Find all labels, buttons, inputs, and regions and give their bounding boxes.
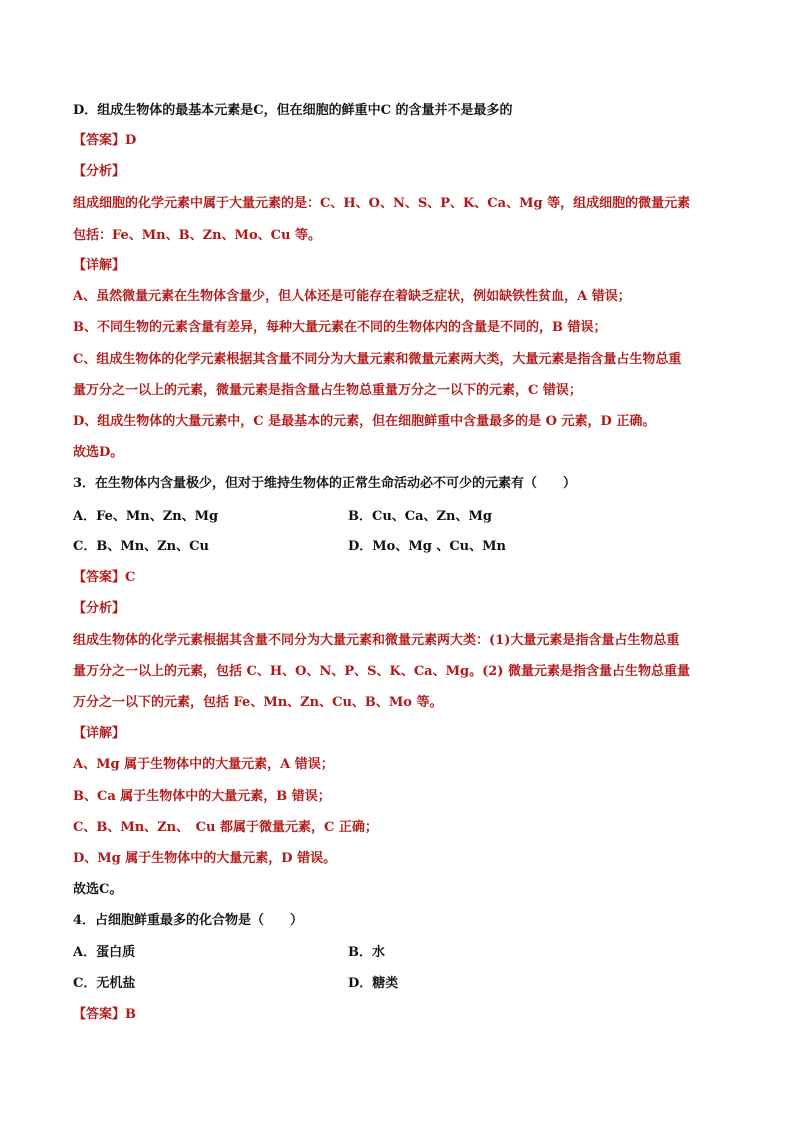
answer-label: 【答案】C (73, 570, 136, 585)
analysis-text: 万分之一以下的元素，包括 Fe、Mn、Zn、Cu、B、Mo 等。 (73, 695, 443, 710)
q4-option-d: D．糖类 (348, 976, 399, 991)
analysis-heading: 【分析】 (73, 164, 126, 179)
q4-option-a: A．蛋白质 (73, 945, 136, 960)
answer-label: 【答案】D (73, 133, 137, 148)
question-4: 4．占细胞鲜重最多的化合物是（ ） (73, 913, 304, 928)
answer-label: 【答案】B (73, 1007, 136, 1022)
analysis-heading: 【分析】 (73, 601, 126, 616)
detail-text: C、组成生物体的化学元素根据其含量不同分为大量元素和微量元素两大类，大量元素是指含量占生物总重 (73, 352, 682, 367)
detail-heading: 【详解】 (73, 726, 126, 741)
analysis-text: 量万分之一以上的元素，包括 C、H、O、N、P、S、K、Ca、Mg。(2) 微量元素是指含量占生物总重量 (73, 664, 690, 679)
analysis-text: 组成生物体的化学元素根据其含量不同分为大量元素和微量元素两大类：(1)大量元素是指含量占生物总重 (73, 633, 680, 648)
detail-text: 量万分之一以上的元素，微量元素是指含量占生物总重量万分之一以下的元素，C 错误； (73, 383, 582, 398)
detail-text: B、Ca 属于生物体中的大量元素，B 错误； (73, 789, 331, 804)
q3-option-d: D．Mo、Mg 、Cu、Mn (348, 539, 506, 554)
detail-text: A、虽然微量元素在生物体含量少，但人体还是可能存在着缺乏症状，例如缺铁性贫血，A 错误； (73, 289, 631, 304)
q3-option-c: C．B、Mn、Zn、Cu (73, 539, 209, 554)
conclusion-text: 故选D。 (73, 445, 124, 460)
analysis-text: 包括：Fe、Mn、B、Zn、Mo、Cu 等。 (73, 228, 321, 243)
detail-heading: 【详解】 (73, 258, 126, 273)
detail-text: B、不同生物的元素含量有差异，每种大量元素在不同的生物体内的含量是不同的，B 错误； (73, 320, 607, 335)
q3-option-b: B．Cu、Ca、Zn、Mg (348, 509, 492, 524)
option-d-statement: D．组成生物体的最基本元素是C，但在细胞的鲜重中C 的含量并不是最多的 (73, 103, 513, 118)
detail-text: C、B、Mn、Zn、 Cu 都属于微量元素，C 正确； (73, 820, 378, 835)
analysis-text: 组成细胞的化学元素中属于大量元素的是：C、H、O、N、S、P、K、Ca、Mg 等，组成细胞的微量元素 (73, 196, 691, 211)
q3-option-a: A．Fe、Mn、Zn、Mg (73, 509, 219, 524)
q4-option-c: C．无机盐 (73, 976, 136, 991)
detail-text: D、组成生物体的大量元素中，C 是最基本的元素，但在细胞鲜重中含量最多的是 O 元素，D 正确。 (73, 414, 656, 429)
conclusion-text: 故选C。 (73, 882, 123, 897)
question-3: 3．在生物体内含量极少，但对于维持生物体的正常生命活动必不可少的元素有（ ） (73, 476, 577, 491)
q4-option-b: B．水 (348, 945, 385, 960)
detail-text: D、Mg 属于生物体中的大量元素，D 错误。 (73, 851, 337, 866)
detail-text: A、Mg 属于生物体中的大量元素，A 错误； (73, 757, 334, 772)
